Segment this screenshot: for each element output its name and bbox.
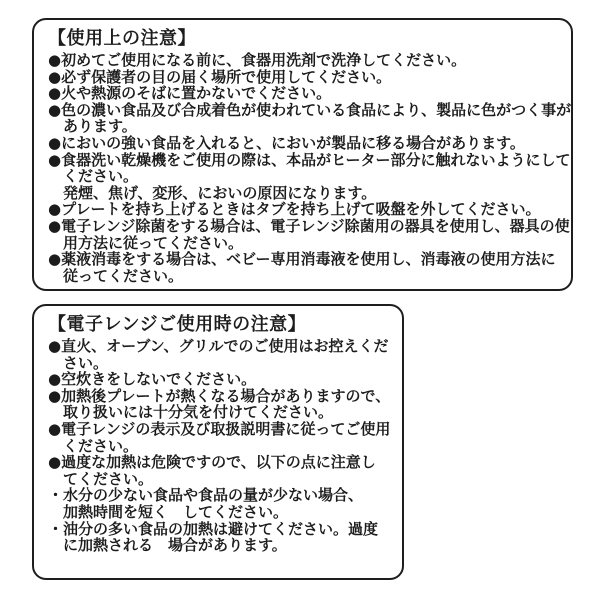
caution-line-continuation: さい。	[63, 353, 109, 372]
caution-line: ●食器洗い乾燥機をご使用の際は、本品がヒーター部分に触れないようにして	[48, 150, 571, 169]
caution-item	[48, 150, 571, 202]
caution-item	[48, 216, 570, 252]
microwave-precautions-title: 【電子レンジご使用時の注意】	[48, 314, 307, 335]
usage-precautions-list	[48, 51, 572, 285]
microwave-precautions-box	[32, 304, 404, 580]
caution-line: ●色の濃い食品及び合成着色が使われている食品により、製品に色がつく事が	[48, 100, 572, 119]
usage-precautions-title: 【使用上の注意】	[48, 28, 196, 49]
caution-item	[48, 201, 559, 218]
caution-item	[48, 487, 390, 520]
caution-line-continuation: ください。	[63, 167, 139, 186]
caution-line: ●空炊きをしないでください。	[48, 370, 257, 389]
caution-line: ●初めてご使用になる前に、食器用洗剤で洗浄してください。	[48, 51, 467, 69]
caution-line-continuation: 取り扱いには十分気を付けてください。	[63, 403, 334, 422]
caution-line-continuation: あります。	[63, 117, 137, 136]
caution-line-continuation: ください。	[63, 436, 139, 455]
caution-line: ●火や熱源のそばに置かないでください。	[48, 84, 332, 103]
caution-line: ●薬液消毒をする場合は、ベビー専用消毒液を使用し、消毒液の使用方法に	[48, 250, 556, 269]
caution-line-continuation: 発煙、焦げ、変形、においの原因になります。	[63, 183, 377, 202]
caution-line: ●過度な加熱は危険ですので、以下の点に注意し	[48, 453, 376, 472]
caution-line: ●電子レンジの表示及び取扱説明書に従ってご使用	[48, 419, 391, 438]
microwave-precautions-list	[48, 338, 390, 554]
caution-item	[48, 135, 559, 152]
caution-item	[48, 521, 390, 554]
caution-line: ●直火、オーブン、グリルでのご使用はお控えくだ	[48, 337, 389, 355]
caution-item	[48, 388, 390, 421]
caution-item	[48, 85, 559, 102]
caution-line-continuation: 用方法に従ってください。	[63, 233, 244, 252]
caution-item	[48, 69, 559, 86]
caution-line: ●プレートを持ち上げるときはタブを持ち上げて吸盤を外してください。	[48, 200, 541, 219]
caution-line-continuation: に加熱される 場合があります。	[63, 536, 287, 555]
caution-item	[48, 371, 390, 388]
caution-line: ●必ず保護者の目の届く場所で使用してください。	[48, 67, 392, 86]
caution-item	[48, 251, 559, 284]
caution-line: ●においの強い食品を入れると、においが製品に移る場合があります。	[48, 133, 525, 152]
caution-line: ●加熱後プレートが熱くなる場合がありますので、	[48, 386, 391, 405]
caution-item	[48, 454, 390, 487]
caution-item	[48, 100, 572, 136]
caution-line: ・水分の少ない食品や食品の量が少ない場合、	[48, 486, 364, 505]
caution-item	[48, 421, 390, 454]
caution-item	[48, 52, 559, 69]
caution-line-continuation: 加熱時間を短く してください。	[63, 502, 289, 521]
caution-item	[48, 338, 390, 371]
caution-line: ・油分の多い食品の加熱は避けてください。過度	[48, 519, 379, 538]
usage-precautions-box	[32, 18, 573, 291]
caution-line-continuation: 従ってください。	[63, 266, 184, 285]
caution-line-continuation: てください。	[63, 469, 154, 488]
caution-line: ●電子レンジ除菌をする場合は、電子レンジ除菌用の器具を使用し、器具の使	[48, 216, 570, 235]
